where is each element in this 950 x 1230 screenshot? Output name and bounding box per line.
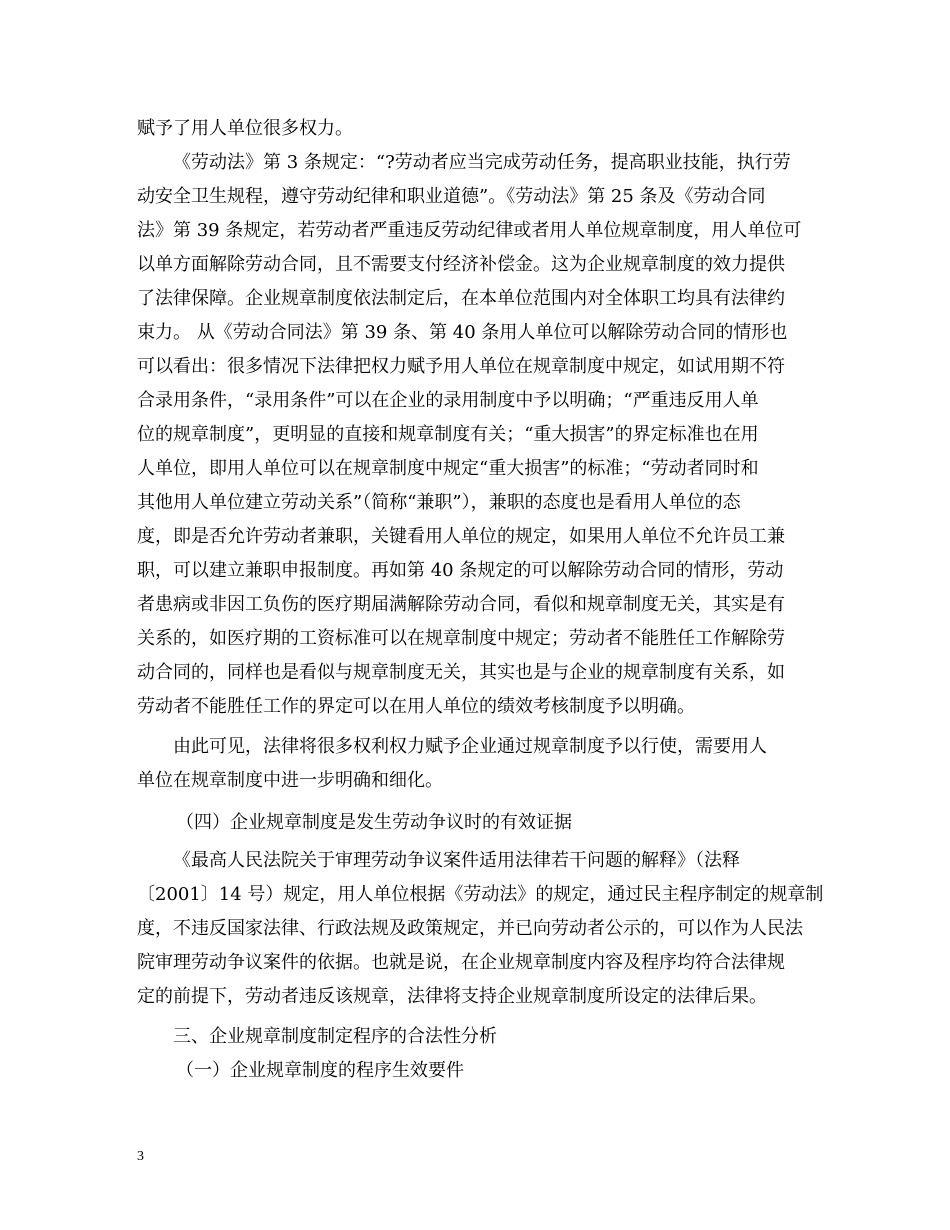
paragraph-line-4: 法》第 39 条规定，若劳动者严重违反劳动纪律或者用人单位规章制度，用人单位可 [137, 220, 802, 241]
paragraph-line-26: 定的前提下，劳动者违反该规章，法律将支持企业规章制度所设定的法律后果。 [137, 986, 767, 1007]
section-heading-3: 三、企业规章制度制定程序的合法性分析 [173, 1026, 497, 1047]
paragraph-line-12: 其他用人单位建立劳动关系”（简称“兼职”），兼职的态度也是看用人单位的态 [137, 492, 741, 513]
paragraph-line-1: 赋予了用人单位很多权力。 [137, 118, 353, 139]
paragraph-line-3: 动安全卫生规程，遵守劳动纪律和职业道德”。《劳动法》第 25 条及《劳动合同 [137, 186, 766, 207]
paragraph-line-9: 合录用条件，“录用条件”可以在企业的录用制度中予以明确；“严重违反用人单 [137, 390, 759, 411]
paragraph-line-7: 束力。 从《劳动合同法》第 39 条、第 40 条用人单位可以解除劳动合同的情形也 [137, 322, 788, 343]
paragraph-line-2: 《劳动法》第 3 条规定：“?劳动者应当完成劳动任务，提高职业技能，执行劳 [173, 152, 791, 173]
paragraph-line-25: 院审理劳动争议案件的依据。也就是说，在企业规章制度内容及程序均符合法律规 [137, 952, 785, 973]
paragraph-line-22: 《最高人民法院关于审理劳动争议案件适用法律若干问题的解释》（法释 [173, 850, 740, 871]
paragraph-line-20: 单位在规章制度中进一步明确和细化。 [137, 770, 443, 791]
paragraph-line-17: 动合同的，同样也是看似与规章制度无关，其实也是与企业的规章制度有关系，如 [137, 662, 785, 683]
paragraph-line-23: 〔2001〕14 号）规定，用人单位根据《劳动法》的规定，通过民主程序制定的规章制 [137, 884, 824, 905]
paragraph-line-24: 度，不违反国家法律、行政法规及政策规定，并已向劳动者公示的，可以作为人民法 [137, 918, 803, 939]
section-heading-4: （四）企业规章制度是发生劳动争议时的有效证据 [176, 812, 572, 833]
paragraph-line-18: 劳动者不能胜任工作的界定可以在用人单位的绩效考核制度予以明确。 [137, 696, 695, 717]
paragraph-line-19: 由此可见，法律将很多权利权力赋予企业通过规章制度予以行使，需要用人 [173, 736, 767, 757]
paragraph-line-10: 位的规章制度”，更明显的直接和规章制度有关；“重大损害”的界定标准也在用 [137, 424, 759, 445]
paragraph-line-8: 可以看出：很多情况下法律把权力赋予用人单位在规章制度中规定，如试用期不符 [137, 356, 785, 377]
paragraph-line-13: 度，即是否允许劳动者兼职，关键看用人单位的规定，如果用人单位不允许员工兼 [137, 526, 785, 547]
page-number: 3 [137, 1149, 144, 1164]
paragraph-line-14: 职，可以建立兼职申报制度。再如第 40 条规定的可以解除劳动合同的情形，劳动 [137, 560, 784, 581]
subsection-heading-1: （一）企业规章制度的程序生效要件 [176, 1060, 464, 1081]
paragraph-line-6: 了法律保障。企业规章制度依法制定后，在本单位范围内对全体职工均具有法律约 [137, 288, 785, 309]
paragraph-line-16: 关系的，如医疗期的工资标准可以在规章制度中规定；劳动者不能胜任工作解除劳 [137, 628, 785, 649]
paragraph-line-15: 者患病或非因工负伤的医疗期届满解除劳动合同，看似和规章制度无关，其实是有 [137, 594, 785, 615]
paragraph-line-11: 人单位，即用人单位可以在规章制度中规定“重大损害”的标准；“劳动者同时和 [137, 458, 759, 479]
paragraph-line-5: 以单方面解除劳动合同，且不需要支付经济补偿金。这为企业规章制度的效力提供 [137, 254, 785, 275]
